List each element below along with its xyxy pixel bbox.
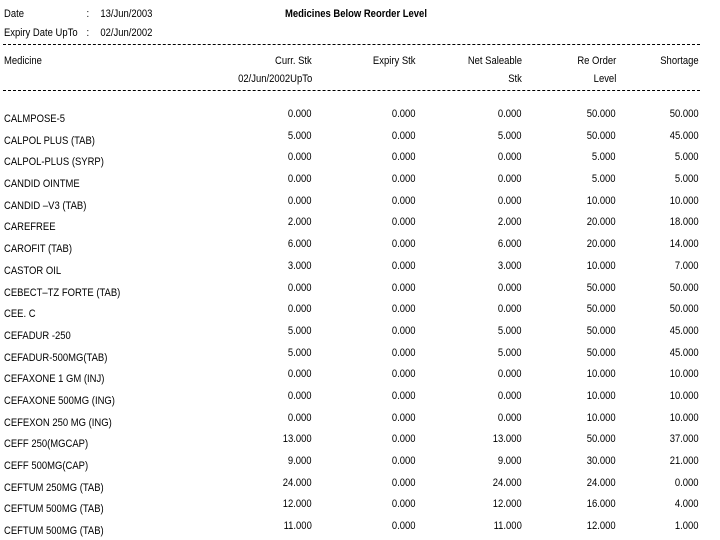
shortage-value: 50.000 xyxy=(670,108,699,120)
reorder-level-value: 10.000 xyxy=(587,411,616,424)
expiry-stk-value: 0.000 xyxy=(392,238,416,251)
expiry-stk-value: 0.000 xyxy=(392,498,416,511)
reorder-level-value: 5.000 xyxy=(592,151,616,164)
table-row xyxy=(0,234,720,256)
medicine-name: CALPOL-PLUS (SYRP) xyxy=(4,156,104,169)
reorder-level-value: 50.000 xyxy=(587,303,616,316)
reorder-level-value: 5.000 xyxy=(592,173,616,186)
shortage-value: 21.000 xyxy=(670,455,699,467)
reorder-level-value: 50.000 xyxy=(587,129,616,142)
reorder-level-value: 50.000 xyxy=(587,346,616,359)
report-date-line xyxy=(4,8,152,20)
table-row xyxy=(0,147,720,169)
table-row xyxy=(0,473,720,495)
medicine-name: CALMPOSE-5 xyxy=(4,113,65,125)
medicine-name: CEBECT–TZ FORTE (TAB) xyxy=(4,286,121,299)
reorder-level-value: 10.000 xyxy=(587,368,616,381)
medicine-name: CAROFIT (TAB) xyxy=(4,243,72,256)
curr-stk-value: 2.000 xyxy=(288,216,312,229)
medicine-name: CEFTUM 500MG (TAB) xyxy=(4,503,104,516)
curr-stk-value: 13.000 xyxy=(283,433,312,446)
table-row xyxy=(0,299,720,321)
table-row xyxy=(0,451,720,473)
expiry-stk-value: 0.000 xyxy=(392,216,416,229)
table-row xyxy=(0,256,720,278)
net-saleable-value: 0.000 xyxy=(498,108,522,120)
net-saleable-value: 3.000 xyxy=(498,259,522,272)
expiry-stk-value: 0.000 xyxy=(392,129,416,142)
net-saleable-value: 0.000 xyxy=(498,281,522,294)
shortage-value: 1.000 xyxy=(675,520,699,533)
medicine-name: CALPOL PLUS (TAB) xyxy=(4,134,95,147)
shortage-value: 45.000 xyxy=(670,129,699,142)
column-header-net-saleable: Net Saleable xyxy=(467,55,522,67)
curr-stk-value: 0.000 xyxy=(288,281,312,294)
shortage-value: 10.000 xyxy=(670,411,699,424)
column-header-medicine: Medicine xyxy=(4,55,42,67)
curr-stk-value: 0.000 xyxy=(288,108,312,120)
net-saleable-value: 0.000 xyxy=(498,151,522,164)
curr-stk-value: 3.000 xyxy=(288,259,312,272)
expiry-date-line xyxy=(4,27,152,39)
shortage-value: 50.000 xyxy=(670,281,699,294)
net-saleable-value: 0.000 xyxy=(498,411,522,424)
net-saleable-value: 5.000 xyxy=(498,324,522,337)
shortage-value: 14.000 xyxy=(670,238,699,251)
expiry-date-separator: : xyxy=(86,27,90,39)
column-header-reorder-sub: Level xyxy=(593,73,616,85)
curr-stk-value: 0.000 xyxy=(288,411,312,424)
reorder-level-value: 16.000 xyxy=(587,498,616,511)
reorder-level-value: 20.000 xyxy=(587,216,616,229)
expiry-stk-value: 0.000 xyxy=(392,433,416,446)
reorder-level-value: 10.000 xyxy=(587,259,616,272)
table-row xyxy=(0,386,720,408)
net-saleable-value: 2.000 xyxy=(498,216,522,229)
expiry-stk-value: 0.000 xyxy=(392,108,416,120)
expiry-date-value: 02/Jun/2002 xyxy=(100,27,153,39)
curr-stk-value: 0.000 xyxy=(288,368,312,381)
shortage-value: 5.000 xyxy=(675,151,699,164)
curr-stk-value: 12.000 xyxy=(283,498,312,511)
shortage-value: 45.000 xyxy=(670,324,699,337)
date-separator: : xyxy=(86,8,90,20)
reorder-level-value: 50.000 xyxy=(587,281,616,294)
column-header-expiry-stk: Expiry Stk xyxy=(373,55,416,67)
column-header-curr-stk: Curr. Stk xyxy=(275,55,312,67)
expiry-stk-value: 0.000 xyxy=(392,324,416,337)
expiry-stk-value: 0.000 xyxy=(392,194,416,207)
shortage-value: 45.000 xyxy=(670,346,699,359)
net-saleable-value: 0.000 xyxy=(498,368,522,381)
reorder-level-value: 20.000 xyxy=(587,238,616,251)
expiry-date-label: Expiry Date UpTo xyxy=(4,27,78,39)
net-saleable-value: 0.000 xyxy=(498,173,522,186)
net-saleable-value: 5.000 xyxy=(498,346,522,359)
curr-stk-value: 0.000 xyxy=(288,173,312,186)
net-saleable-value: 11.000 xyxy=(493,520,522,533)
expiry-stk-value: 0.000 xyxy=(392,411,416,424)
reorder-level-value: 12.000 xyxy=(587,520,616,533)
net-saleable-value: 0.000 xyxy=(498,303,522,316)
shortage-value: 0.000 xyxy=(675,476,699,489)
medicine-name: CEFTUM 250MG (TAB) xyxy=(4,481,104,494)
table-row xyxy=(0,516,720,538)
medicine-table-body xyxy=(0,104,720,538)
shortage-value: 50.000 xyxy=(670,303,699,316)
table-row xyxy=(0,494,720,516)
expiry-stk-value: 0.000 xyxy=(392,476,416,489)
curr-stk-value: 5.000 xyxy=(288,346,312,359)
table-row xyxy=(0,343,720,365)
medicine-name: CEE. C xyxy=(4,308,36,321)
column-header-shortage: Shortage xyxy=(660,55,699,67)
expiry-stk-value: 0.000 xyxy=(392,520,416,533)
curr-stk-value: 5.000 xyxy=(288,129,312,142)
expiry-stk-value: 0.000 xyxy=(392,389,416,402)
table-row xyxy=(0,212,720,234)
curr-stk-value: 0.000 xyxy=(288,194,312,207)
net-saleable-value: 12.000 xyxy=(493,498,522,511)
header-divider-bottom xyxy=(3,90,700,91)
column-header-reorder: Re Order xyxy=(577,55,616,67)
curr-stk-value: 0.000 xyxy=(288,389,312,402)
table-row xyxy=(0,169,720,191)
medicine-name: CAREFREE xyxy=(4,221,56,234)
medicine-name: CEFADUR-500MG(TAB) xyxy=(4,351,108,364)
header-divider-top xyxy=(3,44,700,45)
medicine-name: CASTOR OIL xyxy=(4,264,62,277)
reorder-level-value: 10.000 xyxy=(587,194,616,207)
column-header-curr-stk-sub: 02/Jun/2002UpTo xyxy=(237,73,312,85)
net-saleable-value: 9.000 xyxy=(498,455,522,467)
expiry-stk-value: 0.000 xyxy=(392,173,416,186)
expiry-stk-value: 0.000 xyxy=(392,455,416,467)
report-title: Medicines Below Reorder Level xyxy=(285,8,427,20)
curr-stk-value: 0.000 xyxy=(288,151,312,164)
medicine-name: CEFAXONE 1 GM (INJ) xyxy=(4,373,105,386)
curr-stk-value: 6.000 xyxy=(288,238,312,251)
shortage-value: 10.000 xyxy=(670,389,699,402)
shortage-value: 7.000 xyxy=(675,259,699,272)
medicine-name: CANDID OINTME xyxy=(4,178,80,191)
curr-stk-value: 9.000 xyxy=(288,455,312,467)
curr-stk-value: 5.000 xyxy=(288,324,312,337)
reorder-level-value: 30.000 xyxy=(587,455,616,467)
expiry-stk-value: 0.000 xyxy=(392,368,416,381)
net-saleable-value: 24.000 xyxy=(493,476,522,489)
medicine-name: CEFF 500MG(CAP) xyxy=(4,460,89,472)
table-row xyxy=(0,191,720,213)
reorder-level-value: 50.000 xyxy=(587,433,616,446)
medicine-name: CEFADUR -250 xyxy=(4,329,71,342)
medicine-name: CEFEXON 250 MG (ING) xyxy=(4,416,112,429)
medicine-name: CEFAXONE 500MG (ING) xyxy=(4,394,115,407)
curr-stk-value: 0.000 xyxy=(288,303,312,316)
table-row xyxy=(0,104,720,126)
curr-stk-value: 24.000 xyxy=(283,476,312,489)
date-value: 13/Jun/2003 xyxy=(100,8,153,20)
net-saleable-value: 5.000 xyxy=(498,129,522,142)
table-row xyxy=(0,408,720,430)
date-label: Date xyxy=(4,8,24,20)
reorder-level-value: 24.000 xyxy=(587,476,616,489)
table-row xyxy=(0,278,720,300)
column-header-net-saleable-sub: Stk xyxy=(508,73,522,85)
expiry-stk-value: 0.000 xyxy=(392,281,416,294)
net-saleable-value: 6.000 xyxy=(498,238,522,251)
shortage-value: 5.000 xyxy=(675,173,699,186)
table-row xyxy=(0,364,720,386)
reorder-level-value: 10.000 xyxy=(587,389,616,402)
medicine-name: CEFF 250(MGCAP) xyxy=(4,438,89,451)
medicine-name: CEFTUM 500MG (TAB) xyxy=(4,525,104,538)
net-saleable-value: 0.000 xyxy=(498,389,522,402)
net-saleable-value: 13.000 xyxy=(493,433,522,446)
shortage-value: 4.000 xyxy=(675,498,699,511)
expiry-stk-value: 0.000 xyxy=(392,346,416,359)
reorder-level-value: 50.000 xyxy=(587,108,616,120)
expiry-stk-value: 0.000 xyxy=(392,259,416,272)
shortage-value: 37.000 xyxy=(670,433,699,446)
expiry-stk-value: 0.000 xyxy=(392,303,416,316)
curr-stk-value: 11.000 xyxy=(283,520,312,533)
table-row xyxy=(0,321,720,343)
shortage-value: 18.000 xyxy=(670,216,699,229)
reorder-level-value: 50.000 xyxy=(587,324,616,337)
shortage-value: 10.000 xyxy=(670,194,699,207)
net-saleable-value: 0.000 xyxy=(498,194,522,207)
shortage-value: 10.000 xyxy=(670,368,699,381)
table-row xyxy=(0,429,720,451)
medicine-name: CANDID –V3 (TAB) xyxy=(4,199,87,212)
expiry-stk-value: 0.000 xyxy=(392,151,416,164)
table-row xyxy=(0,126,720,148)
